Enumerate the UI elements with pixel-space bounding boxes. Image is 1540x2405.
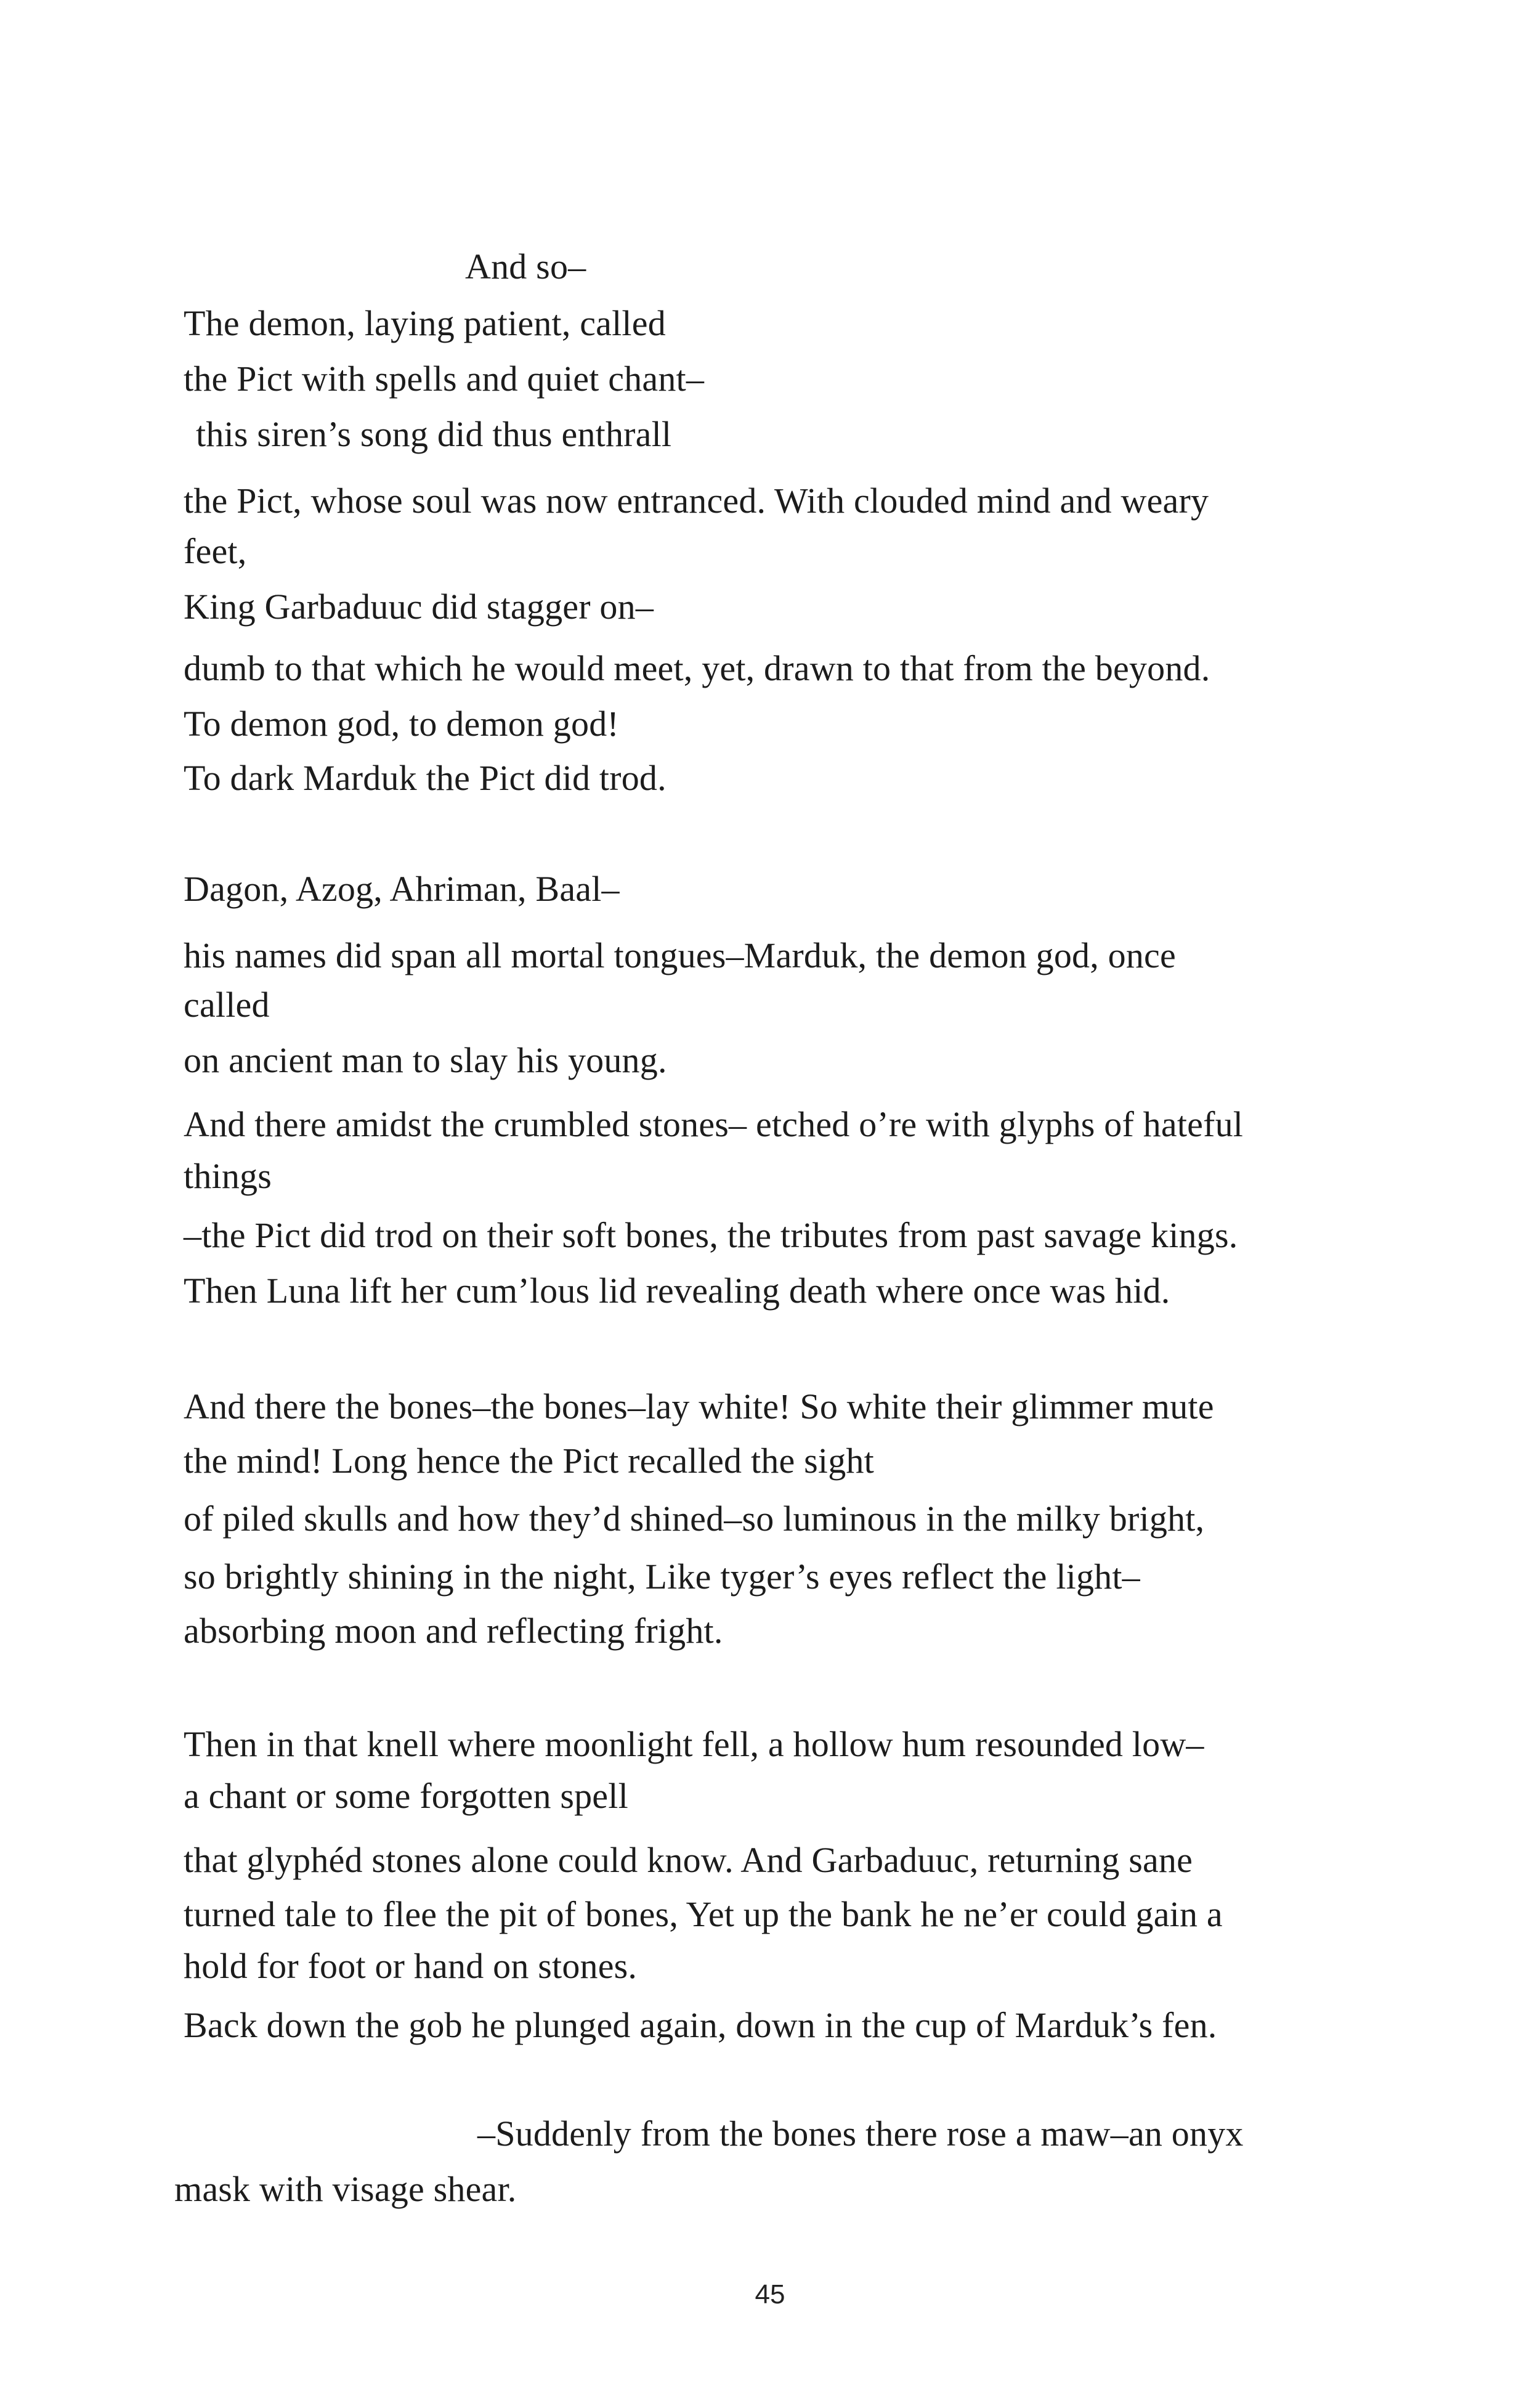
poem-line: absorbing moon and reflecting fright. <box>184 1611 723 1651</box>
poem-line: this siren’s song did thus enthrall <box>196 414 672 454</box>
poem-line: called <box>184 985 270 1025</box>
poem-line: of piled skulls and how they’d shined–so luminous in the milky bright, <box>184 1499 1205 1539</box>
poem-line: –the Pict did trod on their soft bones, the tributes from past savage kings. <box>184 1215 1238 1255</box>
poem-line: The demon, laying patient, called <box>184 303 666 343</box>
poem-line: And so– <box>465 246 586 287</box>
page-number: 45 <box>755 2279 785 2309</box>
poem-line: the mind! Long hence the Pict recalled the sight <box>184 1441 874 1481</box>
poem-line: –Suddenly from the bones there rose a maw–an onyx <box>477 2114 1244 2154</box>
poem-line: dumb to that which he would meet, yet, drawn to that from the beyond. <box>184 648 1210 688</box>
poem-line: Then Luna lift her cum’lous lid revealing death where once was hid. <box>184 1271 1170 1311</box>
poem-line: on ancient man to slay his young. <box>184 1040 667 1080</box>
poem-line: his names did span all mortal tongues–Marduk, the demon god, once <box>184 935 1176 975</box>
poem-line: And there amidst the crumbled stones– etched o’re with glyphs of hateful <box>184 1104 1244 1144</box>
poem-line: that glyphéd stones alone could know. And Garbaduuc, returning sane <box>184 1840 1193 1880</box>
poem-line: And there the bones–the bones–lay white! So white their glimmer mute <box>184 1386 1214 1426</box>
poem-line: mask with visage shear. <box>174 2169 517 2209</box>
poem-line: To demon god, to demon god! <box>184 704 619 744</box>
poem-line: turned tale to flee the pit of bones, Yet up the bank he ne’er could gain a <box>184 1894 1223 1934</box>
poem-line: the Pict with spells and quiet chant– <box>184 359 705 399</box>
poem-line: the Pict, whose soul was now entranced. With clouded mind and weary <box>184 481 1209 521</box>
poem-line: a chant or some forgotten spell <box>184 1776 628 1816</box>
poem-line: Then in that knell where moonlight fell, a hollow hum resounded low– <box>184 1724 1204 1764</box>
poem-line: hold for foot or hand on stones. <box>184 1946 638 1986</box>
poem-line: so brightly shining in the night, Like tyger’s eyes reflect the light– <box>184 1557 1140 1597</box>
poem-line: Back down the gob he plunged again, down in the cup of Marduk’s fen. <box>184 2005 1217 2045</box>
poem-line: feet, <box>184 531 247 571</box>
poem-line: To dark Marduk the Pict did trod. <box>184 758 667 798</box>
poem-line: Dagon, Azog, Ahriman, Baal– <box>184 869 620 909</box>
poem-line: King Garbaduuc did stagger on– <box>184 587 654 627</box>
poem-line: things <box>184 1156 272 1196</box>
